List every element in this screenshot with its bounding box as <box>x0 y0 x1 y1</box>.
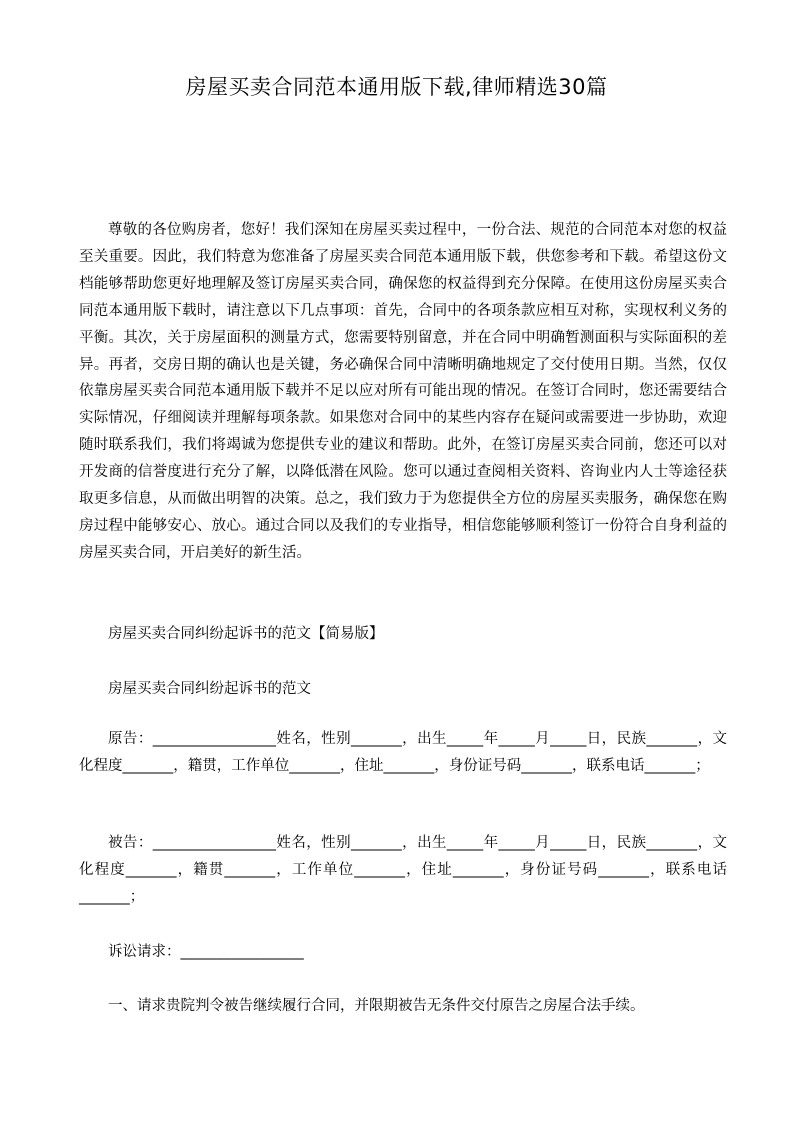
plaintiff-info: 原告：_________________姓名，性别_______，出生_____年_____月_____日，民族_______，文化程度_______，籍贯，工作单位_______，住址_______，身份证号码_______，联系电话_______； <box>79 731 727 774</box>
subheading-block <box>79 676 727 703</box>
section-heading-block <box>79 621 727 648</box>
claim-item-block <box>79 993 727 1020</box>
intro-section <box>79 217 727 567</box>
claim-item-1: 一、请求贵院判令被告继续履行合同，并限期被告无条件交付原告之房屋合法手续。 <box>108 998 645 1014</box>
section-heading: 房屋买卖合同纠纷起诉书的范文【简易版】 <box>108 626 384 642</box>
intro-paragraph: 尊敬的各位购房者，您好！我们深知在房屋买卖过程中，一份合法、规范的合同范本对您的权益至关重要。因此，我们特意为您准备了房屋买卖合同范本通用版下载，供您参考和下载。希望这份文档能够帮助您更好地理解及签订房屋买卖合同，确保您的权益得到充分保障。在使用这份房屋买卖合同范本通用版下载时，请注意以下几点事项：首先，合同中的各项条款应相互对称，实现权利义务的平衡。其次，关于房屋面积的测量方式，您需要特别留意，并在合同中明确暂测面积与实际面积的差异。再者，交房日期的确认也是关键，务必确保合同中清晰明确地规定了交付使用日期。当然，仅仅依靠房屋买卖合同范本通用版下载并不足以应对所有可能出现的情况。在签订合同时，您还需要结合实际情况，仔细阅读并理解每项条款。如果您对合同中的某些内容存在疑问或需要进一步协助，欢迎随时联系我们，我们将竭诚为您提供专业的建议和帮助。此外，在签订房屋买卖合同前，您还可以对开发商的信誉度进行充分了解，以降低潜在风险。您可以通过查阅相关资料、咨询业内人士等途径获取更多信息，从而做出明智的决策。总之，我们致力于为您提供全方位的房屋买卖服务，确保您在购房过程中能够安心、放心。通过合同以及我们的专业指导，相信您能够顺利签订一份符合自身利益的房屋买卖合同，开启美好的新生活。 <box>79 222 727 561</box>
document-title: 房屋买卖合同范本通用版下载,律师精选30篇 <box>185 75 608 99</box>
claims-block <box>79 939 727 966</box>
defendant-info: 被告：_________________姓名，性别_______，出生_____年_____月_____日，民族_______，文化程度_______，籍贯_______，工作单位_______，住址_______，身份证号码_______，联系电话_______； <box>79 835 727 905</box>
plaintiff-block <box>79 726 727 780</box>
subheading: 房屋买卖合同纠纷起诉书的范文 <box>108 681 311 697</box>
claims-label: 诉讼请求：_________________ <box>108 944 304 960</box>
defendant-block <box>79 830 727 911</box>
